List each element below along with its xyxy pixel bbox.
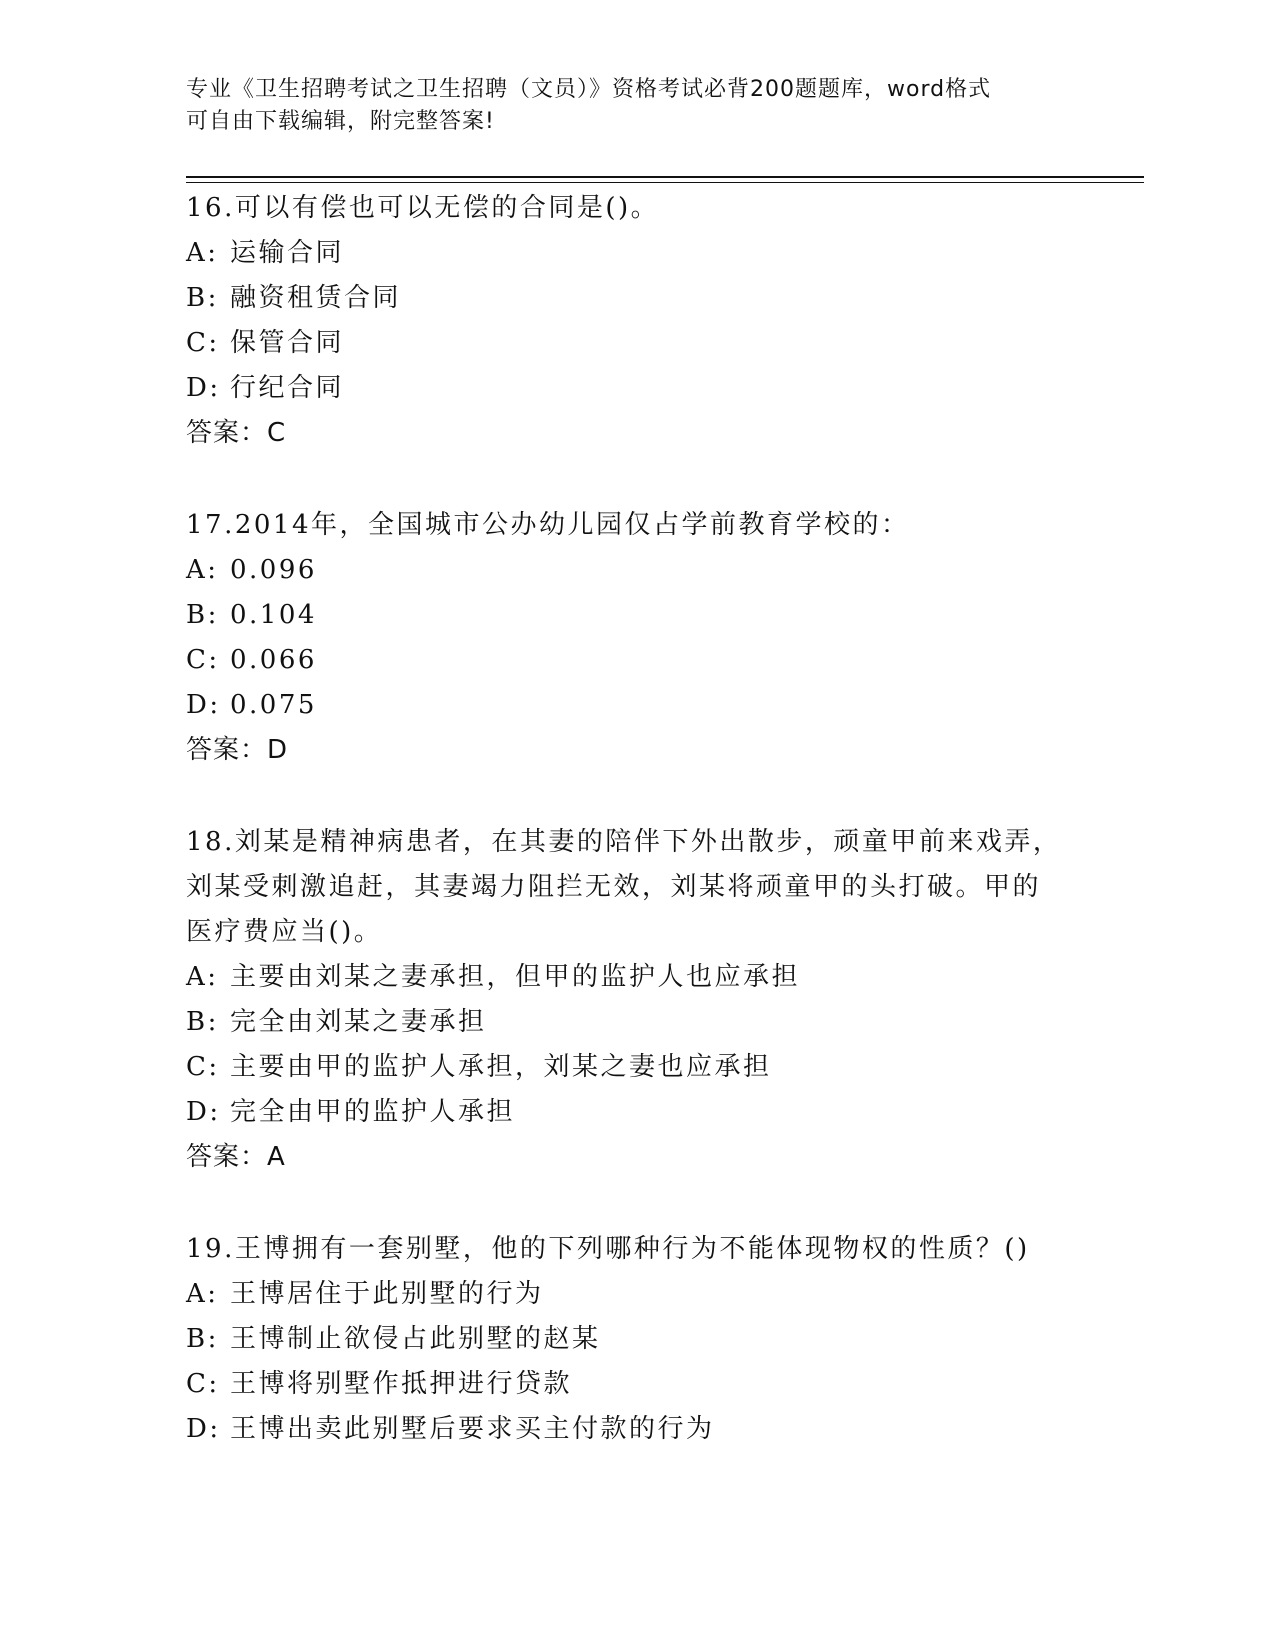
option-letter: B: xyxy=(186,600,219,630)
option-letter: A: xyxy=(186,1279,219,1309)
option-a xyxy=(186,548,1066,593)
option-text: 王博将别墅作抵押进行贷款 xyxy=(230,1369,573,1399)
option-d xyxy=(186,683,1066,728)
option-b xyxy=(186,1317,1066,1362)
question-list xyxy=(186,186,1066,1452)
option-a xyxy=(186,1272,1066,1317)
option-b xyxy=(186,593,1066,638)
question-gap xyxy=(186,456,1066,503)
question-18 xyxy=(186,820,1066,1180)
option-b xyxy=(186,1000,1066,1045)
question-19 xyxy=(186,1227,1066,1452)
option-letter: D: xyxy=(186,1097,221,1127)
answer-line: 答案：C xyxy=(186,418,287,448)
option-text: 0.075 xyxy=(230,690,317,720)
question-text: 18.刘某是精神病患者，在其妻的陪伴下外出散步，顽童甲前来戏弄，刘某受刺激追赶，其妻竭力阻拦无效，刘某将顽童甲的头打破。甲的医疗费应当()。 xyxy=(186,827,1062,947)
option-text: 王博制止欲侵占此别墅的赵某 xyxy=(230,1324,601,1354)
question-text: 19.王博拥有一套别墅，他的下列哪种行为不能体现物权的性质？() xyxy=(186,1234,1030,1264)
option-letter: A: xyxy=(186,555,219,585)
option-letter: C: xyxy=(186,1369,220,1399)
option-a xyxy=(186,231,1066,276)
question-text: 17.2014年，全国城市公办幼儿园仅占学前教育学校的： xyxy=(186,510,910,540)
answer-line: 答案：A xyxy=(186,1142,286,1172)
question-17 xyxy=(186,503,1066,773)
option-text: 融资租赁合同 xyxy=(230,283,402,313)
option-text: 保管合同 xyxy=(230,328,345,358)
question-text: 16.可以有偿也可以无偿的合同是()。 xyxy=(186,193,660,223)
option-letter: B: xyxy=(186,1007,219,1037)
option-text: 主要由甲的监护人承担，刘某之妻也应承担 xyxy=(230,1052,772,1082)
document-header xyxy=(186,74,1086,138)
question-gap xyxy=(186,1180,1066,1227)
option-c xyxy=(186,1045,1066,1090)
option-text: 王博居住于此别墅的行为 xyxy=(230,1279,544,1309)
option-text: 行纪合同 xyxy=(230,373,345,403)
option-text: 运输合同 xyxy=(230,238,345,268)
option-c xyxy=(186,321,1066,366)
option-letter: A: xyxy=(186,238,219,268)
header-line-2: 可自由下载编辑，附完整答案! xyxy=(186,109,495,134)
header-divider-thin xyxy=(186,182,1144,183)
option-letter: C: xyxy=(186,1052,220,1082)
option-d xyxy=(186,1090,1066,1135)
option-letter: C: xyxy=(186,328,220,358)
option-letter: D: xyxy=(186,1414,221,1444)
header-divider-thick xyxy=(186,176,1144,178)
option-text: 完全由甲的监护人承担 xyxy=(230,1097,516,1127)
option-c xyxy=(186,1362,1066,1407)
option-a xyxy=(186,955,1066,1000)
option-text: 王博出卖此别墅后要求买主付款的行为 xyxy=(230,1414,715,1444)
header-line-1: 专业《卫生招聘考试之卫生招聘（文员）》资格考试必背200题题库，word格式 xyxy=(186,77,992,102)
option-letter: B: xyxy=(186,283,219,313)
option-b xyxy=(186,276,1066,321)
option-text: 0.104 xyxy=(230,600,317,630)
option-text: 完全由刘某之妻承担 xyxy=(230,1007,487,1037)
option-letter: D: xyxy=(186,690,221,720)
question-gap xyxy=(186,773,1066,820)
option-letter: C: xyxy=(186,645,220,675)
option-text: 主要由刘某之妻承担，但甲的监护人也应承担 xyxy=(230,962,801,992)
option-letter: D: xyxy=(186,373,221,403)
option-c xyxy=(186,638,1066,683)
answer-line: 答案：D xyxy=(186,735,289,765)
option-letter: B: xyxy=(186,1324,219,1354)
question-16 xyxy=(186,186,1066,456)
option-text: 0.066 xyxy=(230,645,317,675)
option-text: 0.096 xyxy=(230,555,317,585)
option-letter: A: xyxy=(186,962,219,992)
option-d xyxy=(186,366,1066,411)
option-d xyxy=(186,1407,1066,1452)
